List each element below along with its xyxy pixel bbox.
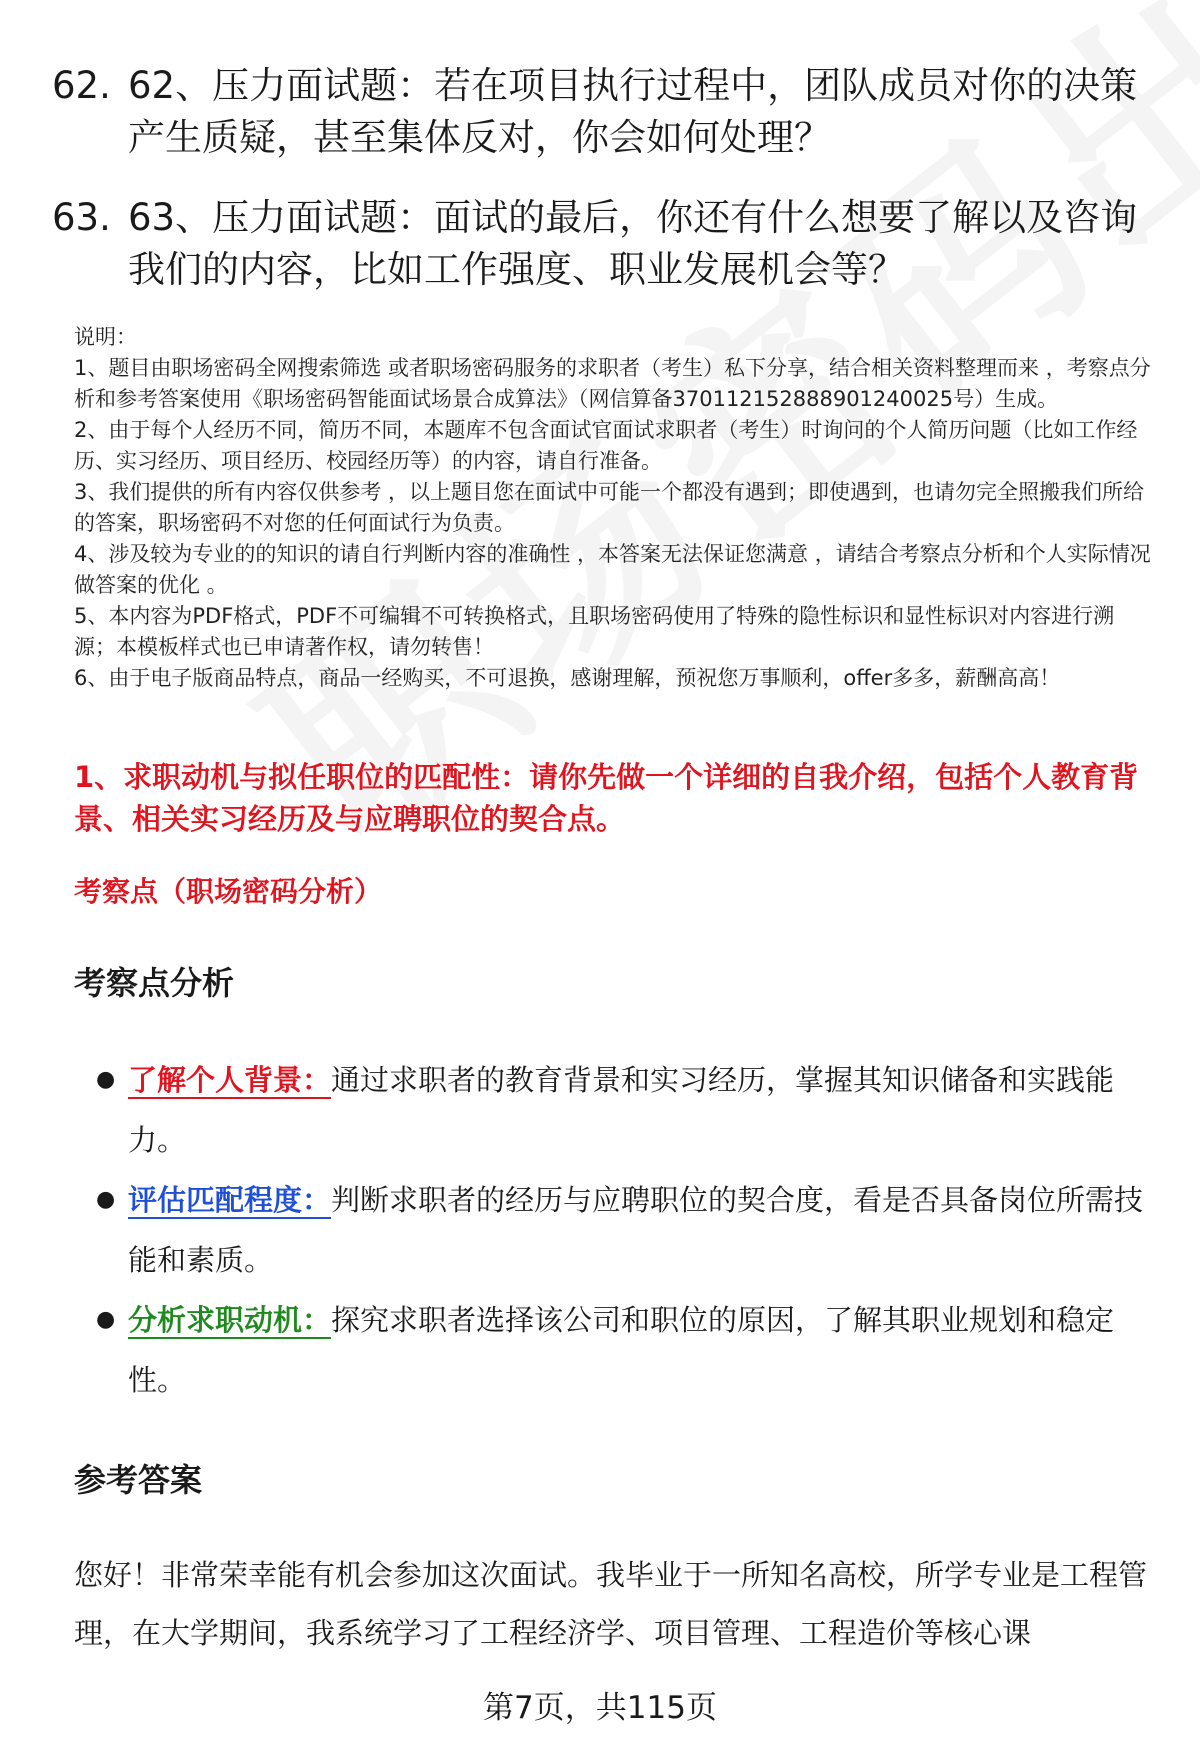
page-footer: 第7页，共115页: [483, 1690, 717, 1726]
bullet-text: 判断求职者的经历与应聘职位的契合度，看是否具备岗位所需技能和素质。: [128, 1183, 1144, 1277]
list-item: [96, 1290, 1156, 1410]
question-text: 62、压力面试题：若在项目执行过程中，团队成员对你的决策产生质疑，甚至集体反对，你会如何处理？: [128, 64, 1138, 159]
note-item: 6、由于电子版商品特点，商品一经购买，不可退换，感谢理解，预祝您万事顺利，offer多多，薪酬高高！: [74, 666, 1061, 690]
bullet-key: 了解个人背景：: [128, 1063, 332, 1097]
analysis-list: [96, 1050, 1156, 1410]
question-63: [52, 192, 1162, 296]
answer-text: 您好！非常荣幸能有机会参加这次面试。我毕业于一所知名高校，所学专业是工程管理，在大学期间，我系统学习了工程经济学、项目管理、工程造价等核心课: [74, 1558, 1148, 1650]
note-item: 5、本内容为PDF格式，PDF不可编辑不可转换格式，且职场密码使用了特殊的隐性标识和显性标识对内容进行溯源；本模板样式也已申请著作权，请勿转售！: [74, 604, 1115, 659]
question-number: 63.: [52, 196, 111, 239]
bullet-text: 通过求职者的教育背景和实习经历，掌握其知识储备和实践能力。: [128, 1063, 1115, 1157]
notes-section: [74, 322, 1154, 694]
analysis-heading: 考察点分析: [74, 964, 235, 1002]
notes-title: 说明：: [74, 325, 137, 349]
question-1-title: 1、求职动机与拟任职位的匹配性：请你先做一个详细的自我介绍，包括个人教育背景、相关实习经历及与应聘职位的契合点。: [74, 760, 1139, 836]
question-1-subtitle: 考察点（职场密码分析）: [74, 875, 383, 908]
bullet-icon: ●: [96, 1067, 116, 1092]
answer-heading: 参考答案: [74, 1461, 203, 1499]
bullet-icon: ●: [96, 1307, 116, 1332]
question-62: [52, 60, 1162, 164]
bullet-key: 评估匹配程度：: [128, 1183, 332, 1217]
note-item: 3、我们提供的所有内容仅供参考 ，以上题目您在面试中可能一个都没有遇到；即使遇到，也请勿完全照搬我们所给的答案，职场密码不对您的任何面试行为负责。: [74, 480, 1145, 535]
bullet-text: 探究求职者选择该公司和职位的原因，了解其职业规划和稳定性。: [128, 1303, 1115, 1397]
bullet-icon: ●: [96, 1187, 116, 1212]
question-number: 62.: [52, 64, 111, 107]
note-item: 4、涉及较为专业的的知识的请自行判断内容的准确性 ，本答案无法保证您满意 ，请结合考察点分析和个人实际情况做答案的优化 。: [74, 542, 1151, 597]
question-text: 63、压力面试题：面试的最后，你还有什么想要了解以及咨询我们的内容，比如工作强度、职业发展机会等？: [128, 196, 1138, 291]
note-item: 2、由于每个人经历不同，简历不同，本题库不包含面试官面试求职者（考生）时询问的个人简历问题（比如工作经历、实习经历、项目经历、校园经历等）的内容，请自行准备。: [74, 418, 1138, 473]
list-item: [96, 1170, 1156, 1290]
bullet-key: 分析求职动机：: [128, 1303, 332, 1337]
list-item: [96, 1050, 1156, 1170]
note-item: 1、题目由职场密码全网搜索筛选 或者职场密码服务的求职者（考生）私下分享，结合相关资料整理而来 ，考察点分析和参考答案使用《职场密码智能面试场景合成算法》（网信算备370112152888901240025号）生成。: [74, 356, 1151, 411]
